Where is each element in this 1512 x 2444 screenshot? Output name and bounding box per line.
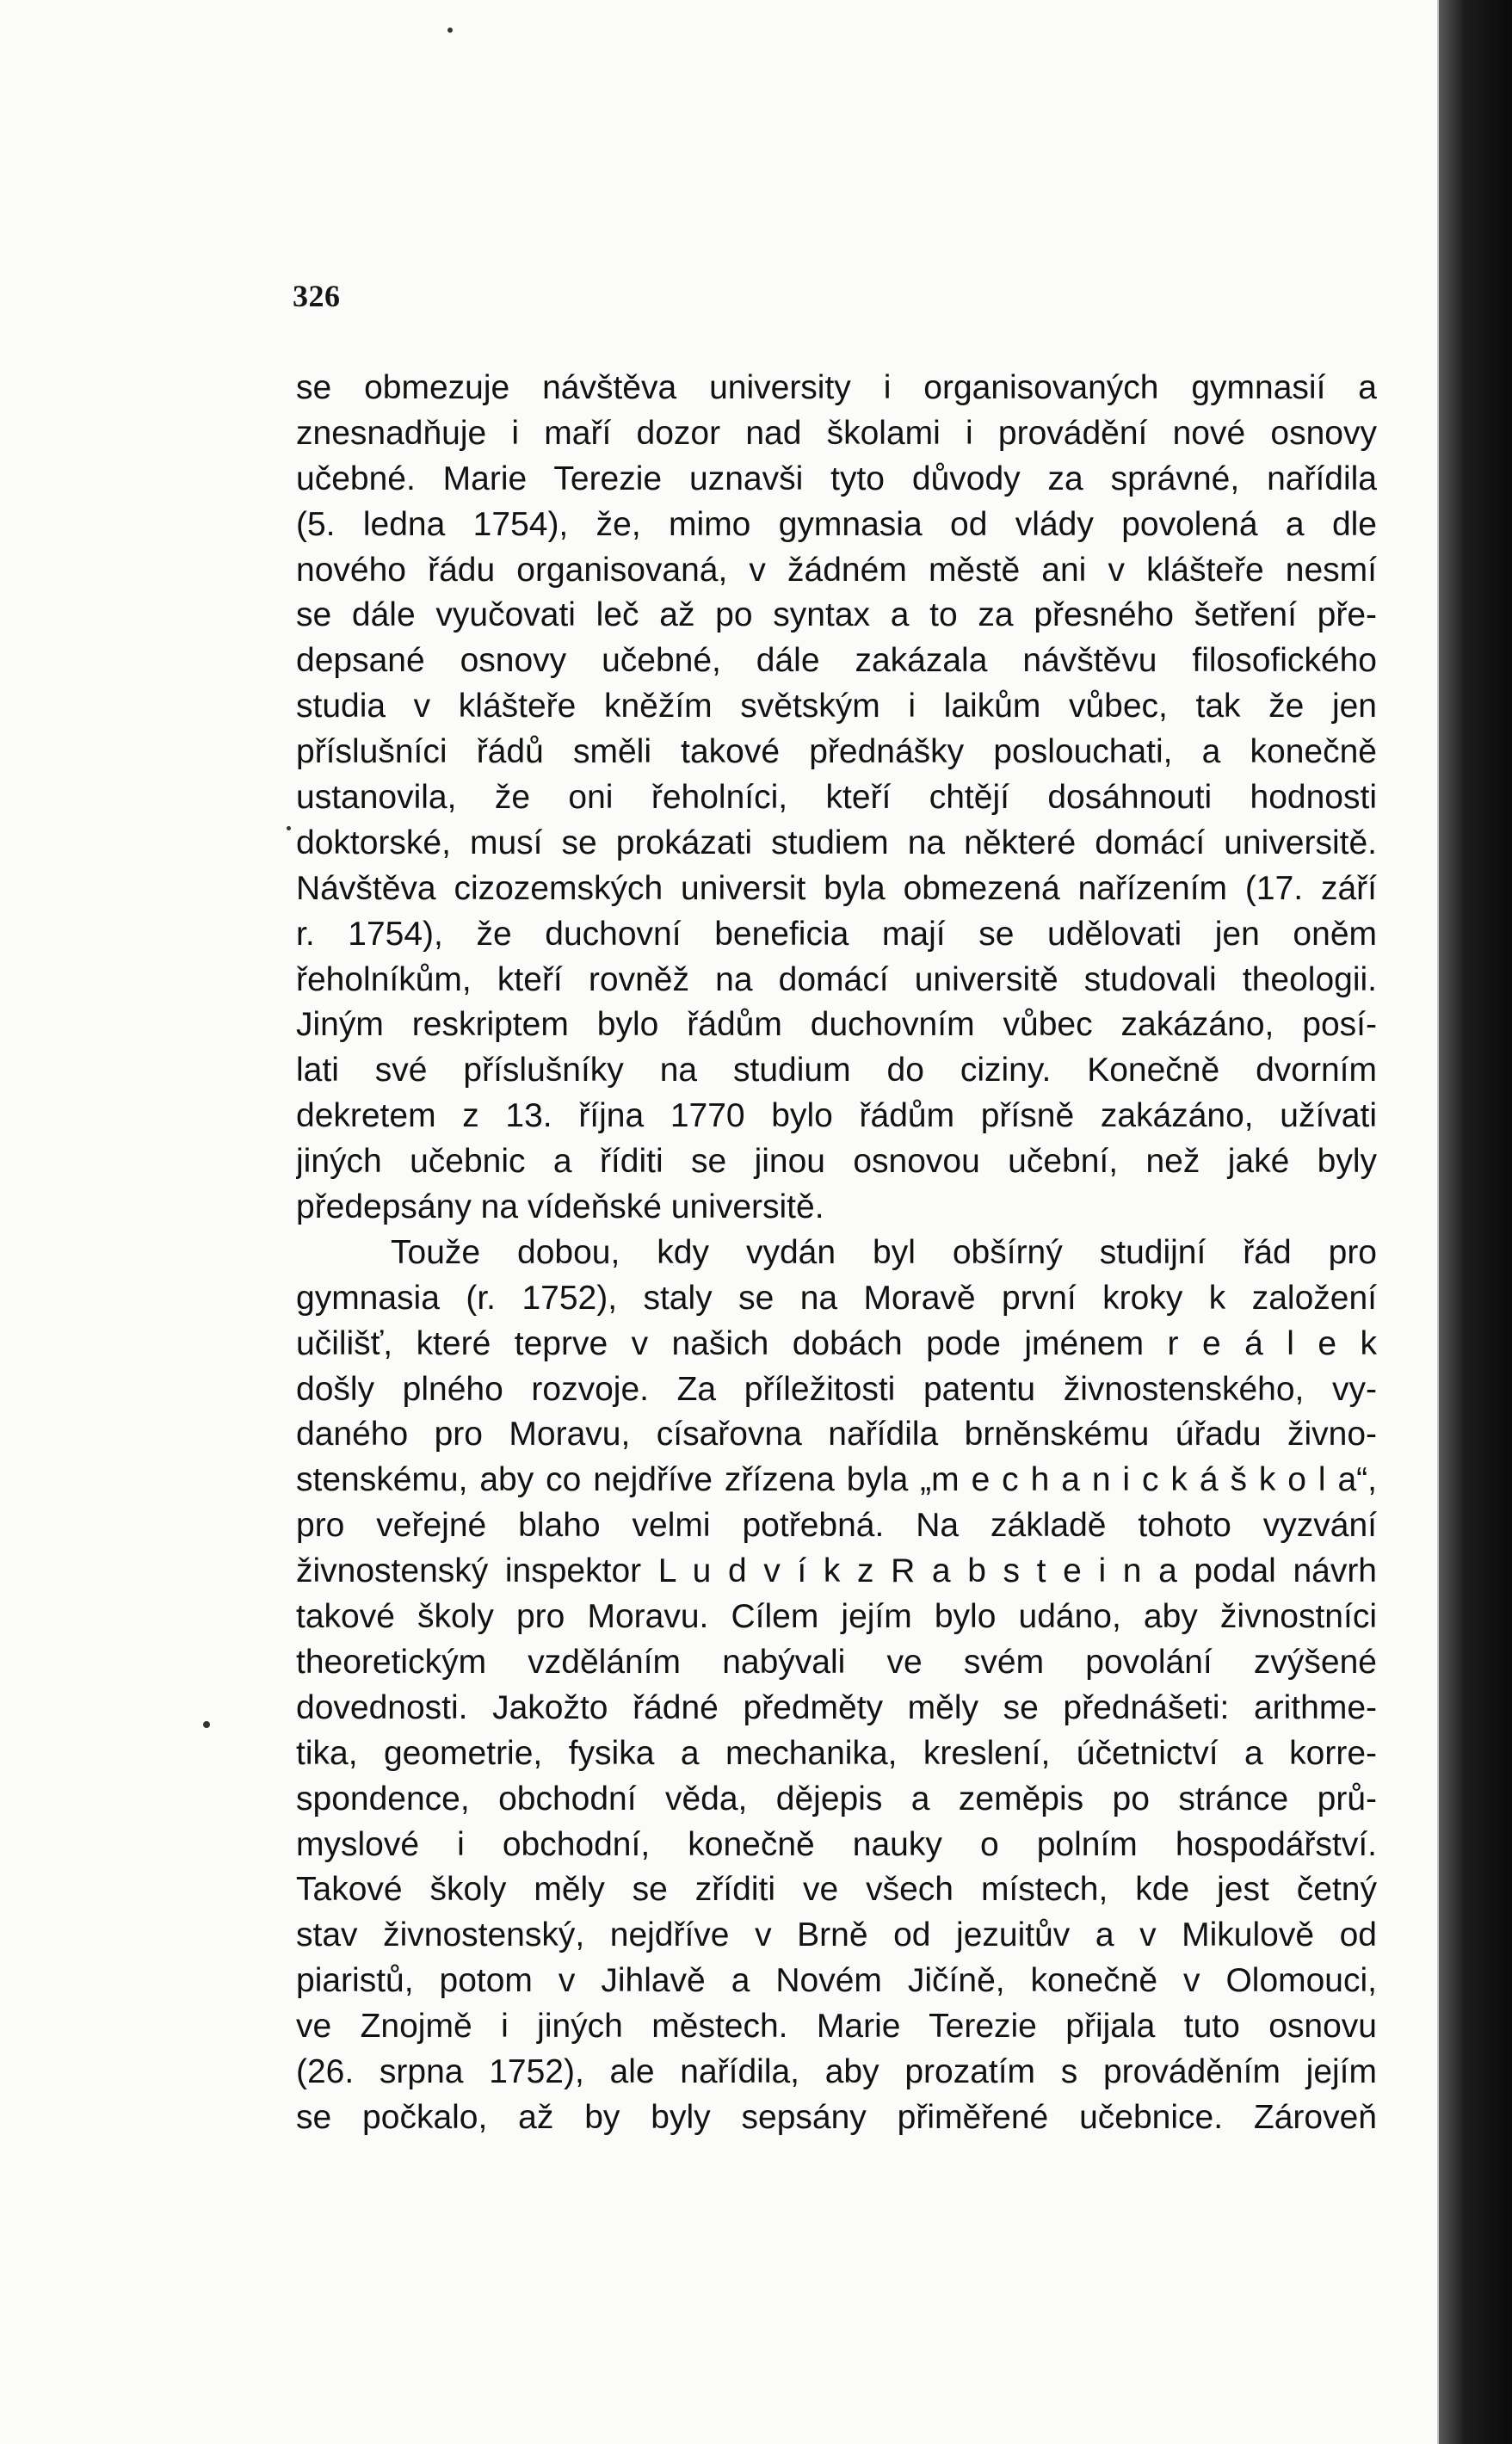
text-line: řeholníkům, kteří rovněž na domácí universitě studovali theologii. xyxy=(296,960,1377,998)
text-line: pro veřejné blaho velmi potřebná. Na základě tohoto vyzvání xyxy=(296,1507,1377,1545)
page-number: 326 xyxy=(293,279,341,313)
text-line: stenskému, aby co nejdříve zřízena byla „m e c h a n i c k á š k o l a“, xyxy=(296,1461,1377,1499)
text-line: tika, geometrie, fysika a mechanika, kreslení, účetnictví a korre- xyxy=(296,1734,1377,1772)
text-line: spondence, obchodní věda, dějepis a zeměpis po stránce prů- xyxy=(296,1780,1377,1818)
text-line: theoretickým vzděláním nabývali ve svém povolání zvýšené xyxy=(296,1643,1377,1681)
text-line: piaristů, potom v Jihlavě a Novém Jičíně, konečně v Olomouci, xyxy=(296,1962,1377,2000)
text-line: jiných učebnic a říditi se jinou osnovou učební, než jaké byly xyxy=(296,1143,1377,1181)
text-line: živnostenský inspektor L u d v í k z R a b s t e i n a podal návrh xyxy=(296,1552,1377,1590)
text-line: učilišť, které teprve v našich dobách pode jménem r e á l e k xyxy=(296,1324,1377,1362)
scan-border xyxy=(1439,0,1512,2444)
text-line: ve Znojmě i jiných městech. Marie Terezie přijala tuto osnovu xyxy=(296,2008,1377,2046)
text-line: (5. ledna 1754), že, mimo gymnasia od vlády povolená a dle xyxy=(296,505,1377,543)
text-line: se dále vyučovati leč až po syntax a to za přesného šetření pře- xyxy=(296,596,1377,634)
text-line: se počkalo, až by byly sepsány přiměřené učebnice. Zároveň xyxy=(296,2098,1377,2136)
text-line: myslové i obchodní, konečně nauky o polním hospodářství. xyxy=(296,1825,1377,1863)
text-line: dovednosti. Jakožto řádné předměty měly se přednášeti: arithme- xyxy=(296,1688,1377,1726)
text-line: dekretem z 13. října 1770 bylo řádům přísně zakázáno, užívati xyxy=(296,1097,1377,1135)
text-line: příslušníci řádů směli takové přednášky poslouchati, a konečně xyxy=(296,733,1377,771)
text-line: gymnasia (r. 1752), staly se na Moravě první kroky k založení xyxy=(296,1279,1377,1317)
text-line: Takové školy měly se zříditi ve všech místech, kde jest četný xyxy=(296,1871,1377,1909)
text-line: r. 1754), že duchovní beneficia mají se udělovati jen oněm xyxy=(296,915,1377,953)
text-line: doktorské, musí se prokázati studiem na některé domácí universitě. xyxy=(296,824,1377,861)
text-line: (26. srpna 1752), ale nařídila, aby prozatím s prováděním jejím xyxy=(296,2052,1377,2090)
text-line: depsané osnovy učebné, dále zakázala návštěvu filosofického xyxy=(296,642,1377,680)
text-line: stav živnostenský, nejdříve v Brně od jezuitův a v Mikulově od xyxy=(296,1916,1377,1954)
text-line: předepsány na vídeňské universitě. xyxy=(296,1188,824,1226)
text-line: učebné. Marie Terezie uznavši tyto důvody za správné, nařídila xyxy=(296,460,1377,497)
scan-speck xyxy=(203,1721,210,1728)
text-line: Návštěva cizozemských universit byla obmezená nařízením (17. září xyxy=(296,869,1377,907)
text-line: Jiným reskriptem bylo řádům duchovním vůbec zakázáno, posí- xyxy=(296,1006,1377,1044)
text-line: došly plného rozvoje. Za příležitosti patentu živnostenského, vy- xyxy=(296,1370,1377,1408)
text-line: se obmezuje návštěva university i organisovaných gymnasií a xyxy=(296,369,1377,406)
scan-speck xyxy=(287,826,291,830)
text-line: ustanovila, že oni řeholníci, kteří chtějí dosáhnouti hodnosti xyxy=(296,779,1377,817)
text-line: lati své příslušníky na studium do ciziny. Konečně dvorním xyxy=(296,1052,1377,1089)
text-line: studia v klášteře kněžím světským i laikům vůbec, tak že jen xyxy=(296,688,1377,725)
paragraph-first-line: Touže dobou, kdy vydán byl obšírný studijní řád pro xyxy=(391,1233,1377,1271)
scan-speck xyxy=(447,28,453,33)
text-line: nového řádu organisovaná, v žádném městě ani v klášteře nesmí xyxy=(296,551,1377,589)
text-line: daného pro Moravu, císařovna nařídila brněnskému úřadu živno- xyxy=(296,1416,1377,1453)
text-line: takové školy pro Moravu. Cílem jejím bylo udáno, aby živnostníci xyxy=(296,1598,1377,1636)
text-line: znesnadňuje i maří dozor nad školami i provádění nové osnovy xyxy=(296,414,1377,452)
body-text xyxy=(296,366,1377,2141)
